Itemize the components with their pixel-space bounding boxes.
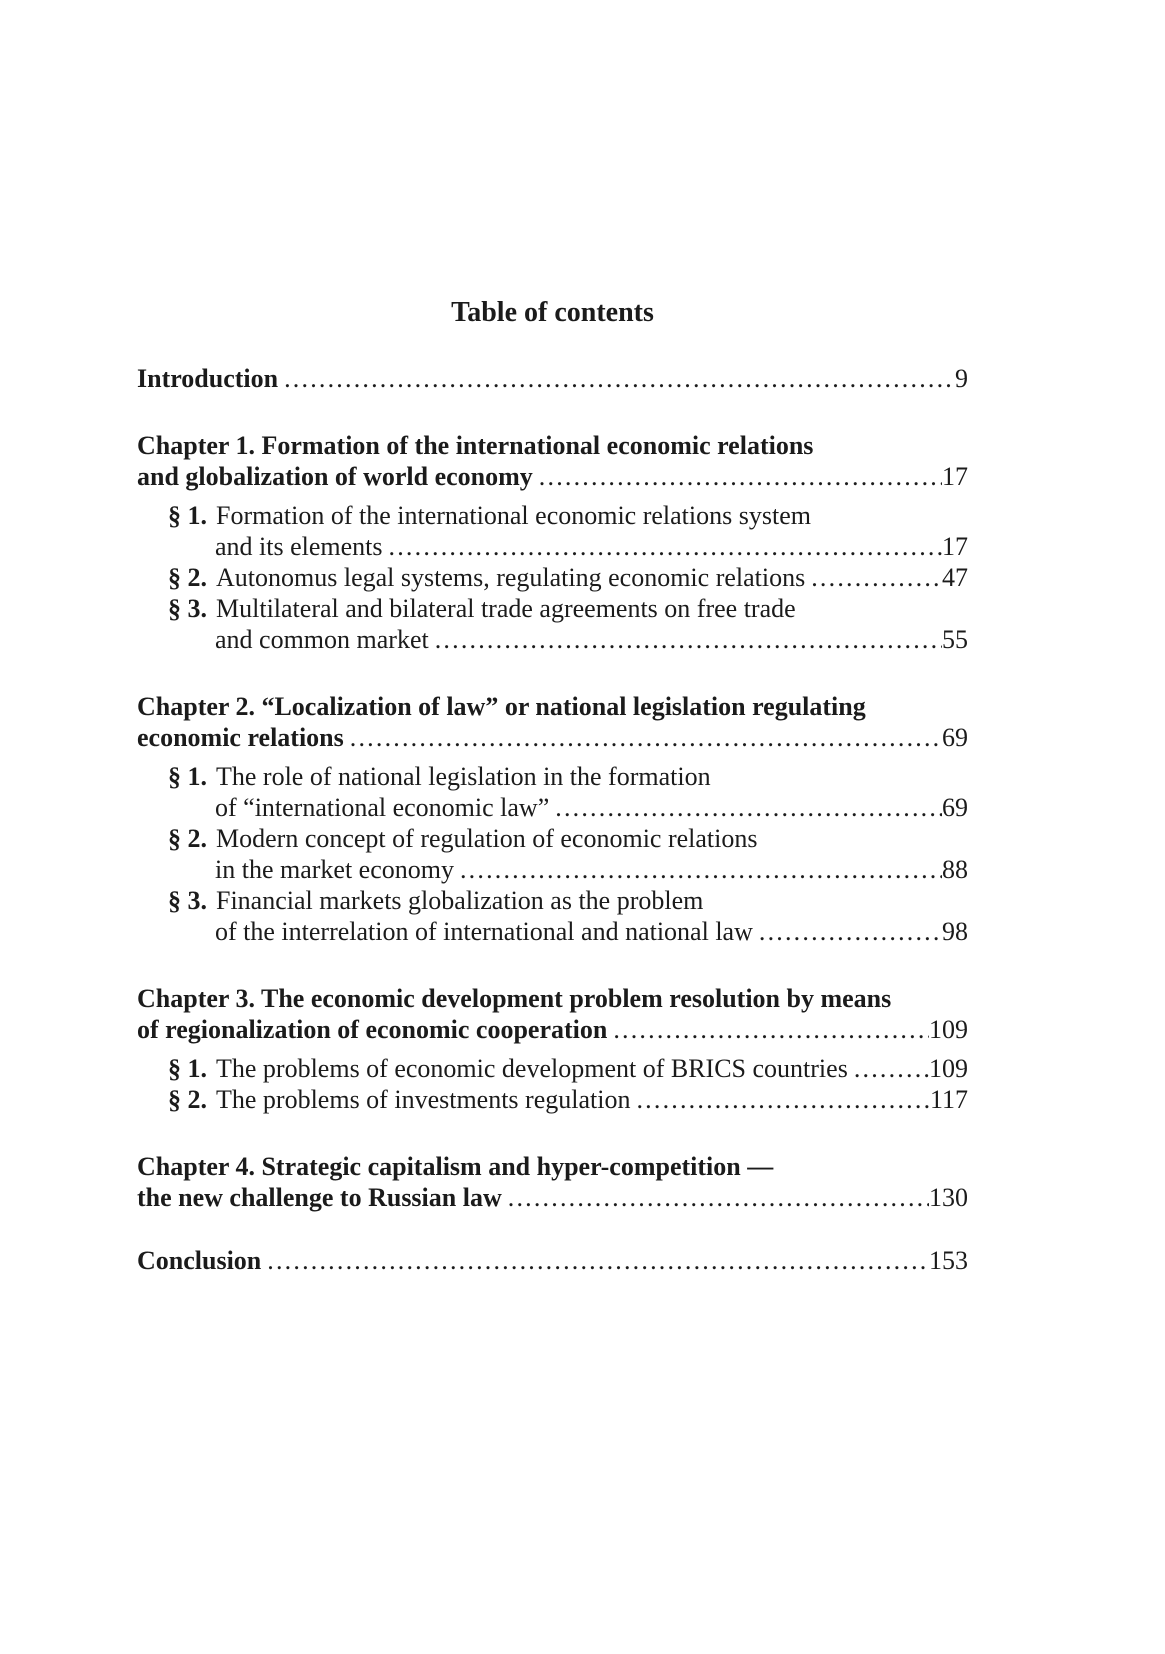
page-number: 117 [929, 1085, 968, 1114]
section-title-line: of “international economic law” [215, 793, 550, 822]
toc-entry-chapter-4 [137, 1151, 968, 1213]
entry-label: Introduction [137, 364, 279, 393]
section-title-line: Autonomus legal systems, regulating economic relations [216, 563, 806, 592]
page-number: 9 [955, 364, 968, 393]
page-number: 153 [929, 1246, 968, 1275]
chapter-title-line: Chapter 4. Strategic capitalism and hyper-competition — [137, 1152, 774, 1181]
chapter-title-line: and globalization of world economy [137, 462, 533, 491]
page-title: Table of contents [451, 297, 654, 328]
dot-leader [344, 722, 942, 753]
chapter-title-line: Chapter 2. “Localization of law” or national legislation regulating [137, 692, 866, 721]
page-number: 47 [942, 563, 968, 592]
toc-entry-introduction [137, 363, 968, 394]
section-number: § 2. [168, 1085, 207, 1114]
page-number: 130 [929, 1183, 968, 1212]
section-number: § 1. [168, 501, 207, 530]
toc-entry-ch1-s2 [137, 562, 968, 593]
section-title-line: The problems of investments regulation [216, 1085, 631, 1114]
page-number: 69 [942, 793, 968, 822]
section-title-line: and its elements [215, 532, 383, 561]
chapter-title-line: Chapter 3. The economic development problem resolution by means [137, 984, 892, 1013]
section-title-line: and common market [215, 625, 429, 654]
chapter-title-line: economic relations [137, 723, 344, 752]
section-title-line: Multilateral and bilateral trade agreements on free trade [216, 594, 796, 623]
page-number: 69 [942, 723, 968, 752]
toc-entry-chapter-1 [137, 430, 968, 492]
toc-entry-ch2-s2 [137, 823, 968, 885]
toc-entry-chapter-2 [137, 691, 968, 753]
section-title-line: The role of national legislation in the formation [216, 762, 711, 791]
section-number: § 1. [168, 762, 207, 791]
section-number: § 3. [168, 886, 207, 915]
section-number: § 3. [168, 594, 207, 623]
section-title-line: Financial markets globalization as the problem [216, 886, 704, 915]
page-number: 109 [929, 1054, 968, 1083]
dot-leader [753, 916, 942, 947]
dot-leader [630, 1084, 929, 1115]
dot-leader [607, 1014, 929, 1045]
toc-entry-ch3-s1 [137, 1053, 968, 1084]
toc-entry-chapter-3 [137, 983, 968, 1045]
section-number: § 2. [168, 824, 207, 853]
chapter-title-line: of regionalization of economic cooperation [137, 1015, 608, 1044]
page-number: 109 [929, 1015, 968, 1044]
entry-label: Conclusion [137, 1246, 262, 1275]
dot-leader [278, 363, 955, 394]
dot-leader [429, 624, 942, 655]
page-number: 55 [942, 625, 968, 654]
toc-entry-ch2-s1 [137, 761, 968, 823]
section-number: § 2. [168, 563, 207, 592]
section-title-line: Formation of the international economic relations system [216, 501, 811, 530]
page-number: 17 [942, 532, 968, 561]
toc-entry-ch1-s1 [137, 500, 968, 562]
dot-leader [454, 854, 942, 885]
toc-entry-ch2-s3 [137, 885, 968, 947]
dot-leader [549, 792, 942, 823]
dot-leader [848, 1053, 929, 1084]
section-title-line: of the interrelation of international and national law [215, 917, 753, 946]
section-number: § 1. [168, 1054, 207, 1083]
section-title-line: Modern concept of regulation of economic relations [216, 824, 758, 853]
section-title-line: in the market economy [215, 855, 454, 884]
page-number: 17 [942, 462, 968, 491]
toc-entry-ch3-s2 [137, 1084, 968, 1115]
dot-leader [383, 531, 942, 562]
toc-entry-conclusion [137, 1245, 968, 1276]
dot-leader [805, 562, 942, 593]
page-number: 88 [942, 855, 968, 884]
dot-leader [261, 1245, 929, 1276]
section-title-line: The problems of economic development of BRICS countries [216, 1054, 848, 1083]
chapter-title-line: the new challenge to Russian law [137, 1183, 502, 1212]
dot-leader [533, 461, 942, 492]
dot-leader [502, 1182, 929, 1213]
page-number: 98 [942, 917, 968, 946]
toc-entry-ch1-s3 [137, 593, 968, 655]
chapter-title-line: Chapter 1. Formation of the international economic relations [137, 431, 814, 460]
